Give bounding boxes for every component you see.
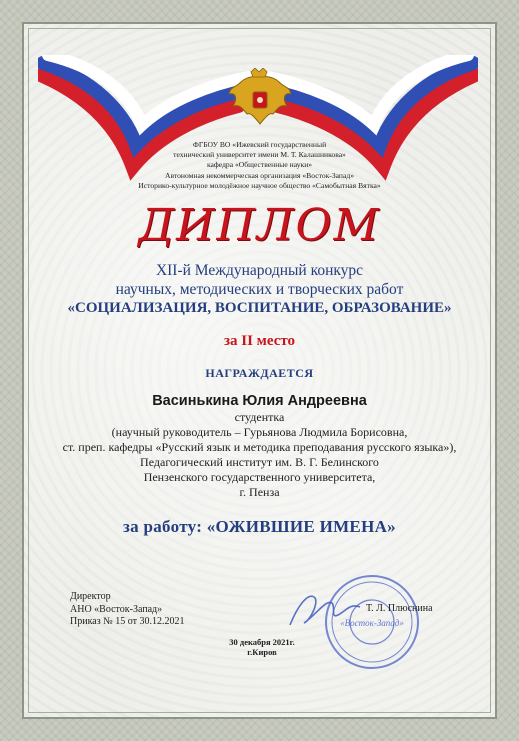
organizer-line: ФГБОУ ВО «Ижевский государственный [192, 140, 327, 149]
stamp-label: «Восток-Запад» [340, 618, 404, 628]
organizers-block [0, 140, 519, 191]
work-title: за работу: «ОЖИВШИЕ ИМЕНА» [123, 517, 396, 536]
organizer-line: Автономная некоммерческая организация «Восток-Запад» [164, 170, 355, 180]
awarded-label: НАГРАЖДАЕТСЯ [205, 366, 314, 380]
recipient-details [0, 410, 519, 500]
handwritten-signature [280, 585, 370, 635]
coat-of-arms-icon [227, 68, 293, 130]
contest-line: XII-й Международный конкурс [155, 262, 364, 279]
detail-line: (научный руководитель – Гурьянова Людмила Борисовна, [111, 425, 408, 439]
detail-line: Пензенского государственного университета, [143, 470, 376, 484]
detail-line: студентка [234, 410, 285, 424]
signatory-position: Директор [70, 591, 111, 602]
diploma-title: ДИПЛОМ [138, 200, 381, 251]
organizer-line: Историко-культурное молодёжное научное общество «Самобытная Вятка» [138, 180, 381, 190]
signatory-name: Т. Л. Плюснина [366, 603, 433, 614]
order-number: Приказ № 15 от 30.12.2021 [70, 616, 185, 628]
organizer-line: кафедра «Общественные науки» [206, 160, 313, 170]
signatory-block [70, 591, 184, 629]
place-award: за II место [223, 333, 296, 349]
date-block [0, 637, 519, 657]
detail-line: ст. преп. кафедры «Русский язык и методика преподавания русского языка»), [62, 440, 457, 454]
contest-block [0, 261, 519, 318]
signatory-org: АНО «Восток-Запад» [70, 603, 163, 615]
issue-city: г.Киров [247, 647, 277, 657]
contest-name: «СОЦИАЛИЗАЦИЯ, ВОСПИТАНИЕ, ОБРАЗОВАНИЕ» [67, 300, 452, 316]
detail-line: г. Пенза [239, 485, 280, 499]
contest-line: научных, методических и творческих работ [115, 281, 404, 298]
organizer-line: технический университет имени М. Т. Калашникова» [173, 150, 346, 160]
recipient-name: Васинькина Юлия Андреевна [152, 393, 367, 409]
detail-line: Педагогический институт им. В. Г. Белинского [140, 455, 379, 469]
issue-date: 30 декабря 2021г. [229, 637, 295, 647]
